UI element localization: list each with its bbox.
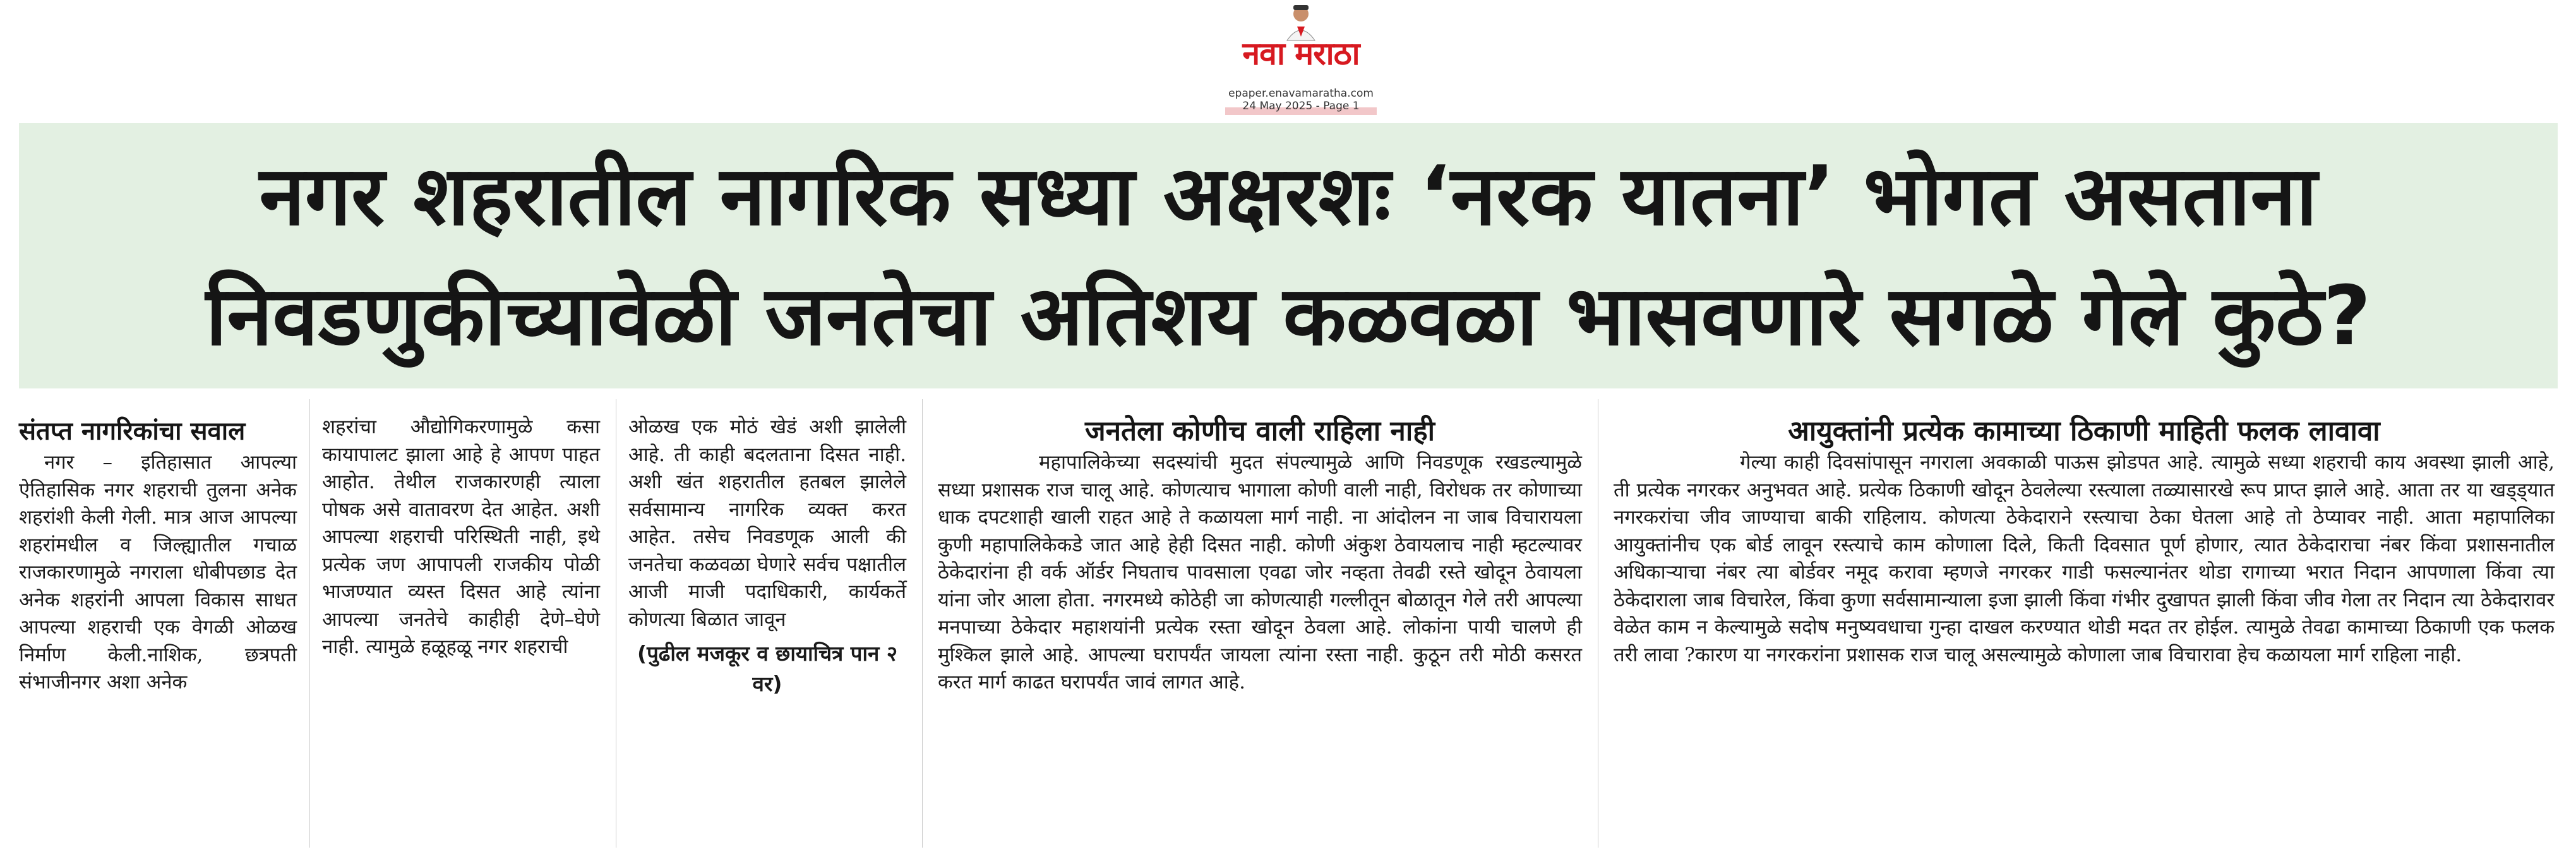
article1-column-2	[322, 414, 600, 661]
site-url: epaper.enavamaratha.com	[1228, 87, 1374, 100]
article2-body: महापालिकेच्या सदस्यांची मुदत संपल्यामुळे आणि निवडणूक रखडल्यामुळे सध्या प्रशासक राज चालू आहे. कोणत्याच भागाला कोणी वाली नाही, विरोधक तर कोणाच्या धाक दपटशाही खाली राहत आहे ते कळायला मार्ग नाही. ना आंदोलन ना जाब विचारायला कुणी महापालिकेकडे जात आहे हेही दिसत नाही. कोणी अंकुश ठेवायलाच नाही म्हटल्यावर ठेकेदारांना ही वर्क ऑर्डर निघताच पावसाला एवढा जोर नव्हता तेवढी रस्ते खोदून ठेवायला यांना जोर आला होता. नगरमध्ये कोठेही जा कोणत्याही गल्लीतून बोळातून गेले तरी आपल्या मनपाच्या ठेकेदार महाशयांनी प्रत्येक रस्ता खोदून ठेवला आहे. लोकांना पायी चालणे ही मुश्किल झाले आहे. आपल्या घरापर्यंत जायला त्यांना रस्ता नाही. कुठून तरी मोठी कसरत करत मार्ग काढत घरापर्यंत जावं लागत आहे.	[938, 451, 1582, 694]
headline-line-1: नगर शहरातील नागरिक सध्या अक्षरशः ‘नरक यातना’ भोगत असताना	[259, 148, 2318, 244]
article2-subhead: जनतेला कोणीच वाली राहिला नाही	[1084, 415, 1435, 447]
article3	[1614, 414, 2555, 669]
article1-text-3: ओळख एक मोठं खेडं अशी झालेली आहे. ती काही बदलताना दिसत नाही. अशी खंत शहरातील हतबल झालेले सर्वसामान्य नागरिक व्यक्त करत आहेत. तसेच निवडणूक आली की जनतेचा कळवळा घेणारे सर्वच पक्षातील आजी माजी पदाधिकारी, कार्यकर्ते कोणत्या बिळात जावून	[628, 416, 906, 631]
article3-body: गेल्या काही दिवसांपासून नगराला अवकाळी पाऊस झोडपत आहे. त्यामुळे सध्या शहराची काय अवस्था झाली आहे, ती प्रत्येक नगरकर अनुभवत आहे. प्रत्येक ठिकाणी खोदून ठेवलेल्या रस्त्याला तळ्यासारखे रूप प्राप्त झाले आहे. आता तर या खड्ड्यात नगरकरांचा जीव जाण्याचा बाकी राहिलाय. कोणत्या ठेकेदाराने रस्त्याचा ठेका घेतला आहे तो ठेप्यावर नाही. आता महापालिका आयुक्तांनीच एक बोर्ड लावून रस्त्याचे काम कोणाला दिले, किती दिवसात पूर्ण होणार, त्यात ठेकेदाराचा नंबर किंवा प्रशासनातील अधिकाऱ्याचा नंबर त्या बोर्डवर नमूद करावा म्हणजे नगरकर गाडी फसल्यानंतर थोडा रागाच्या भरात निदान आपणाला किंवा त्या ठेकेदाराला जाब विचारेल, किंवा कुणा सर्वसामान्याला इजा झाली किंवा गंभीर दुखापत झाली किंवा जीव गेला तर निदान त्या ठेकेदारावर वेळेत काम न केल्यामुळे सदोष मनुष्यवधाचा गुन्हा दाखल करण्यात थोडी मदत तर होईल. त्यामुळे तेवढा कामाच्या ठिकाणी एक फलक तरी लावा ?कारण या नगरकरांना प्रशासक राज चालू असल्यामुळे कोणाला जाब विचारावा हेच कळायला मार्ग राहिला नाही.	[1614, 451, 2555, 666]
article1-column-1	[19, 414, 297, 697]
article1-subhead: संतप्त नागरिकांचा सवाल	[19, 417, 246, 446]
edition-date: 24 May 2025 - Page 1	[1242, 100, 1360, 112]
article1-column-3	[628, 414, 906, 699]
article1-text-1: नगर – इतिहासात आपल्या ऐतिहासिक नगर शहराची तुलना अनेक शहरांशी केली गेली. मात्र आज आपल्या शहरांमधील व जिल्ह्यातील गचाळ राजकारणामुळे नगराला धोबीपछाड देत अनेक शहरांनी आपला विकास साधत आपल्या शहराची एक वेगळी ओळख निर्माण केली.नाशिक, छत्रपती संभाजीनगर अशा अनेक	[19, 451, 297, 694]
headline-line-2: निवडणुकीच्यावेळी जनतेचा अतिशय कळवळा भासवणारे सगळे गेले कुठे?	[205, 268, 2371, 364]
edition-info	[1175, 87, 1427, 112]
main-headline	[19, 123, 2558, 388]
masthead-logo	[1175, 33, 1427, 77]
article1-continued-note: (पुढील मजकूर व छायाचित्र पान २ वर)	[637, 641, 898, 696]
article3-subhead: आयुक्तांनी प्रत्येक कामाच्या ठिकाणी माहिती फलक लावावा	[1788, 415, 2380, 447]
column-divider	[922, 399, 923, 848]
logo-wordmark: नवा मराठा	[1242, 35, 1360, 72]
column-divider	[309, 399, 310, 848]
article1-text-2: शहरांचा औद्योगिकरणामुळे कसा कायापालट झाला आहे हे आपण पाहत आहोत. तेथील राजकारणही त्याला पोषक असे वातावरण देत आहेत. अशी आपल्या शहराची परिस्थिती नाही, इथे प्रत्येक जण आपापली राजकीय पोळी भाजण्यात व्यस्त दिसत आहे त्यांना आपल्या जनतेचे काहीही देणे–घेणे नाही. त्यामुळे हळूहळू नगर शहराची	[322, 416, 600, 658]
masthead	[1175, 0, 1427, 117]
article2	[938, 414, 1582, 697]
